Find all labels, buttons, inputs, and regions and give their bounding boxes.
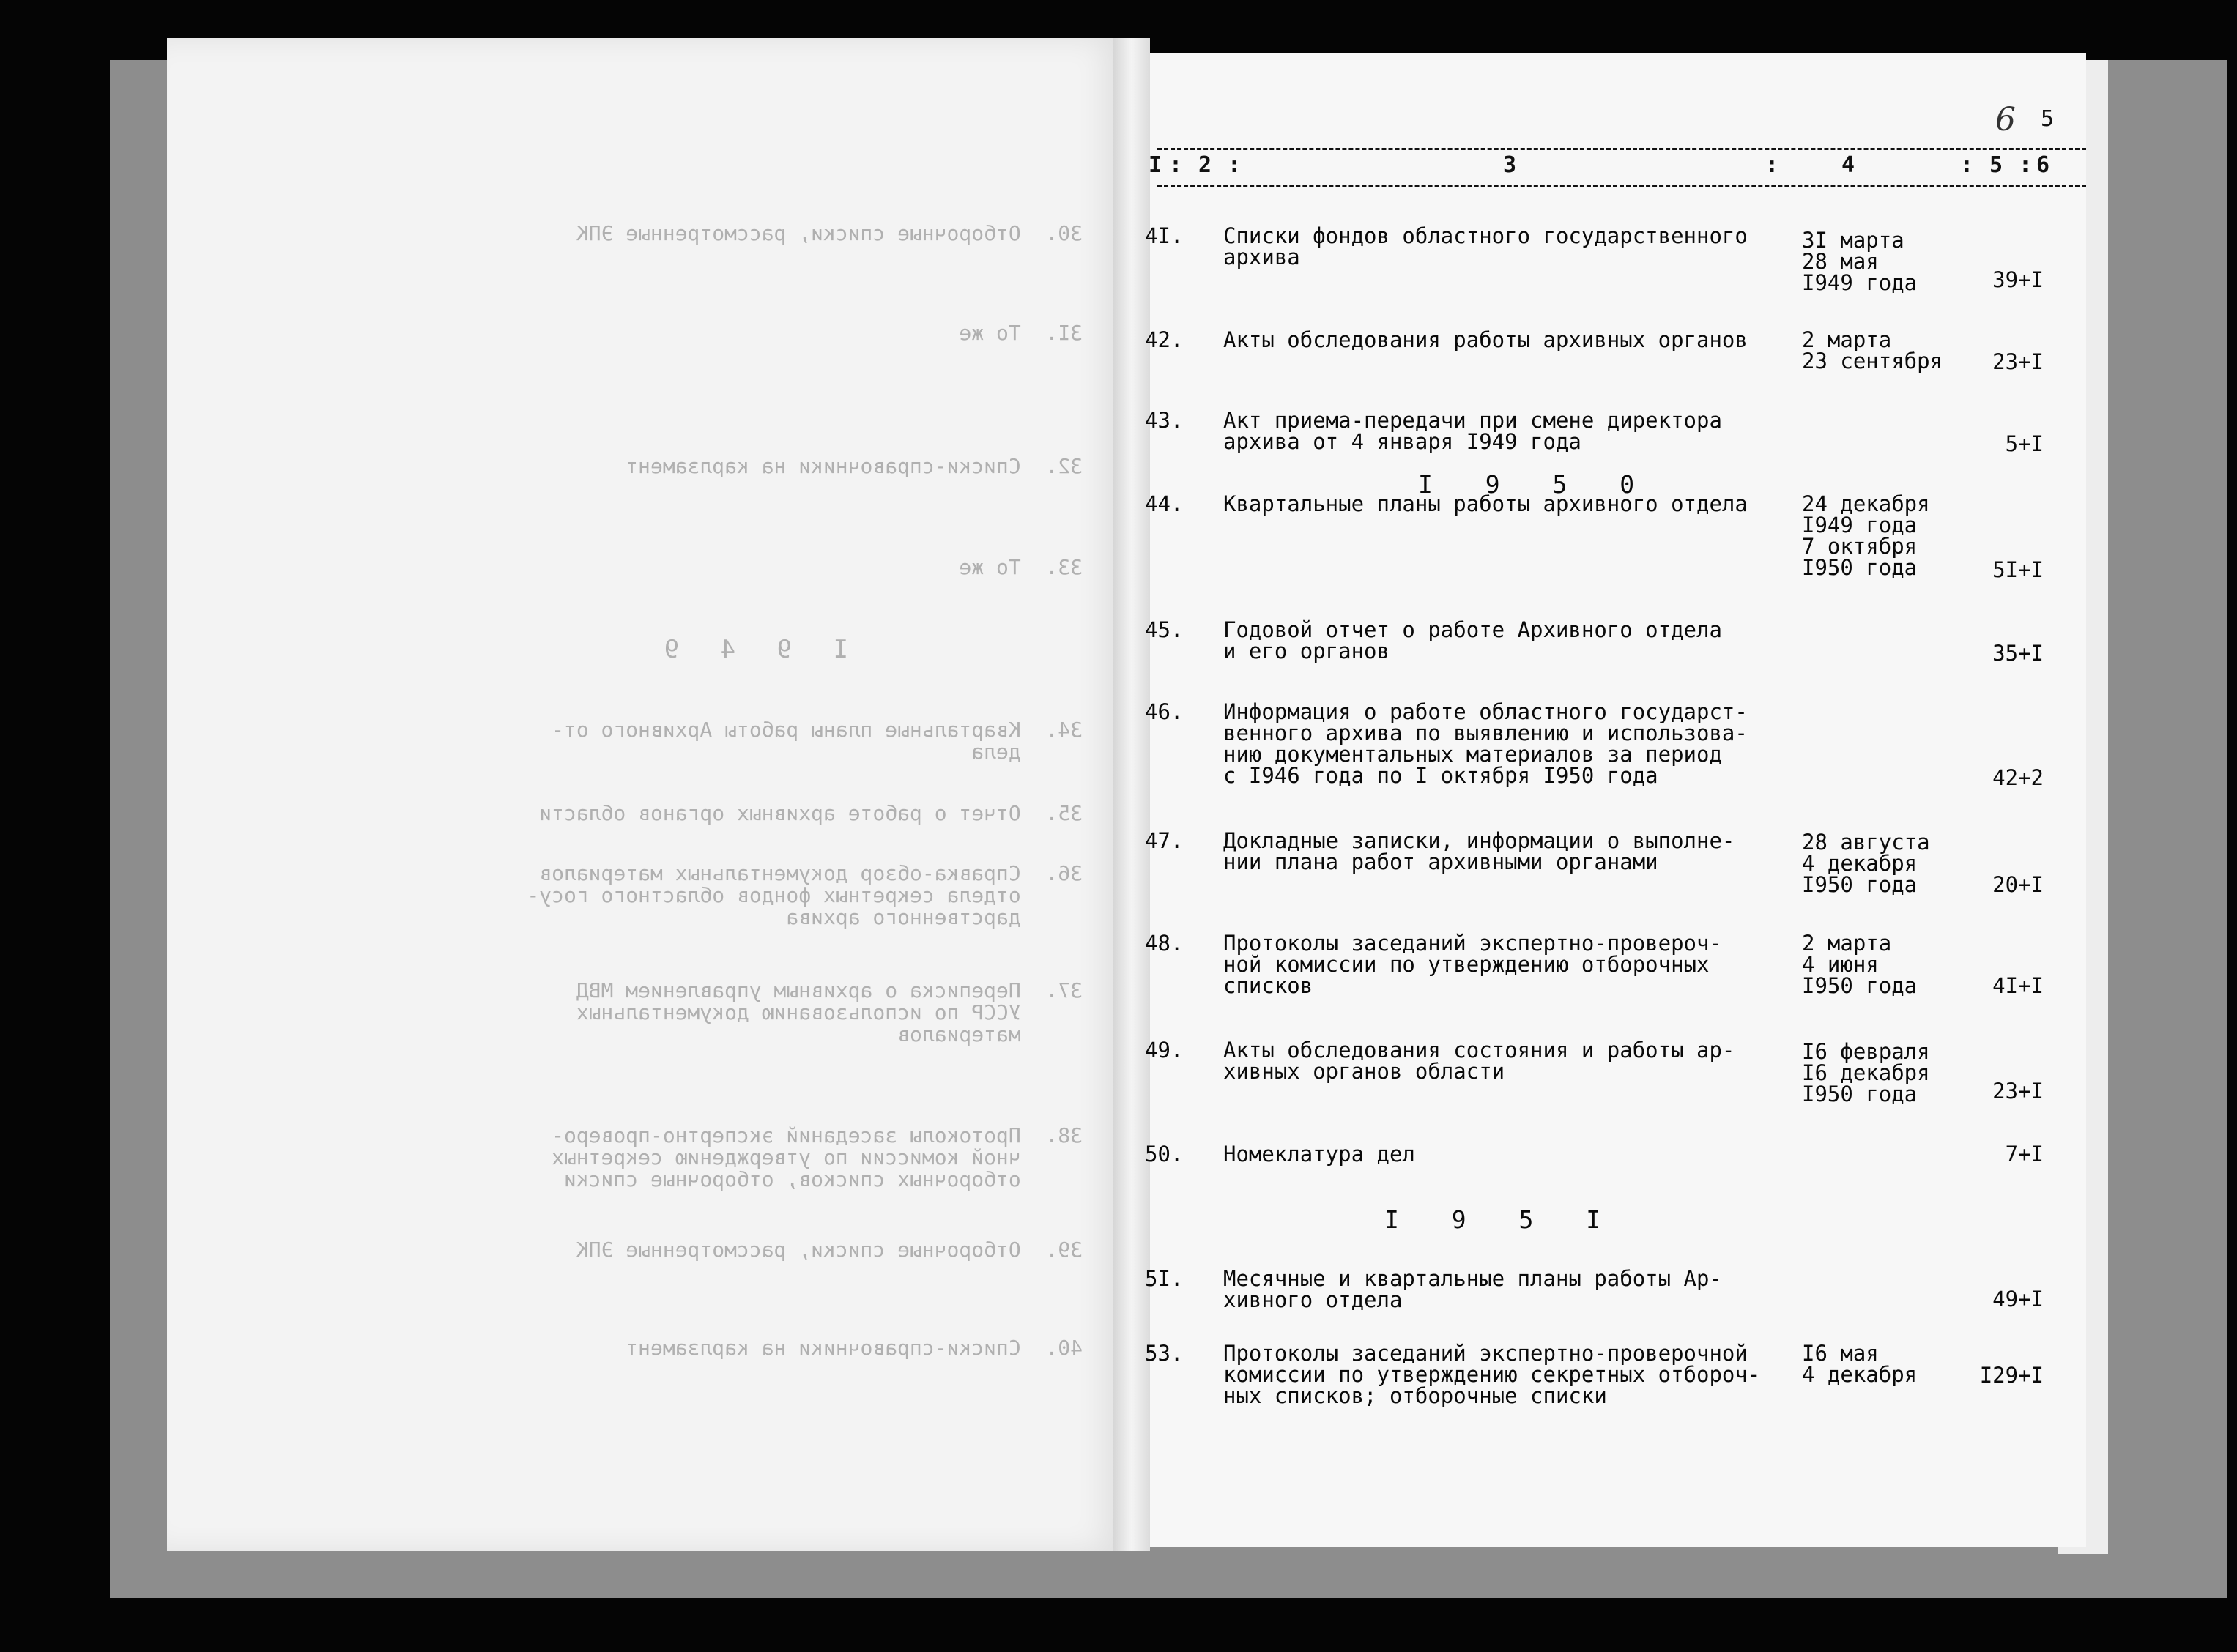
header-col-1: I (1149, 152, 1162, 178)
row-title: Номеклатура дел (1223, 1142, 1415, 1167)
ghost-line: 37. Переписка о архивным управлением МВД УССР по использованию документальных материалов (576, 978, 1083, 1046)
row-count: 5+I (2005, 431, 2044, 456)
row-count: I29+I (1979, 1363, 2044, 1388)
header-col-6: 6 (2036, 152, 2050, 178)
header-col-3: 3 (1503, 152, 1517, 178)
ghost-line: 34. Квартальные планы работы Архивного от- дела (552, 718, 1083, 764)
row-count: 42+2 (1992, 765, 2044, 790)
row-number: 42. (1145, 327, 1184, 352)
ghost-line: 32. Списки-справочники на карлзамент (626, 454, 1083, 478)
row-count: 39+I (1992, 267, 2044, 292)
row-title: Информация о работе областного государст- венного архива по выявлению и использова- нию документальных материалов за период с I946 года по I октября I950 года (1223, 699, 1748, 788)
row-title: Протоколы заседаний экспертно-провероч- ной комиссии по утверждению отборочных списков (1223, 931, 1722, 998)
ghost-line: 3I. То же (959, 321, 1083, 345)
row-title: Месячные и квартальные планы работы Ар- хивного отдела (1223, 1266, 1722, 1312)
handwritten-folio-number: 6 (1995, 101, 2016, 138)
row-dates: I6 февраля I6 декабря I950 года (1802, 1039, 1930, 1106)
row-count: 23+I (1992, 1079, 2044, 1104)
row-number: 45. (1145, 617, 1184, 642)
header-col-5: 5 (1989, 152, 2003, 178)
row-dates: I6 мая 4 декабря (1802, 1341, 1918, 1387)
row-number: 44. (1145, 491, 1184, 516)
row-title: Квартальные планы работы архивного отдела (1223, 491, 1748, 516)
header-col-2: 2 (1198, 152, 1212, 178)
header-col-4: 4 (1841, 152, 1855, 178)
row-count: 7+I (2005, 1142, 2044, 1167)
page-number: 5 (2041, 106, 2055, 132)
row-title: Протоколы заседаний экспертно-проверочной комиссии по утверждению секретных отбороч- ных списков; отборочные списки (1223, 1341, 1761, 1408)
row-title: Акт приема-передачи при смене директора архива от 4 января I949 года (1223, 408, 1722, 454)
row-count: 5I+I (1992, 557, 2044, 582)
row-number: 46. (1145, 699, 1184, 724)
row-number: 43. (1145, 408, 1184, 433)
header-sep: : (1960, 152, 1974, 178)
row-title: Годовой отчет о работе Архивного отдела и его органов (1223, 617, 1722, 663)
header-sep: : (2019, 152, 2033, 178)
ghost-year: I 9 4 9 (650, 635, 848, 664)
row-title: Акты обследования работы архивных органов (1223, 327, 1748, 352)
ghost-line: 40. Списки-справочники на карлзамент (626, 1336, 1083, 1360)
ghost-line: 35. Отчет о работе архивных органов области (539, 801, 1083, 825)
row-title: Списки фондов областного государственного архива (1223, 223, 1748, 269)
header-rule-top (1157, 148, 2086, 150)
row-dates: 2 марта 4 июня I950 года (1802, 931, 1918, 998)
left-page-bleed-through (167, 38, 1127, 1551)
row-dates: 3I марта 28 мая I949 года (1802, 228, 1918, 295)
row-dates: 2 марта 23 сентября (1802, 327, 1943, 373)
header-sep: : (1228, 152, 1242, 178)
ghost-line: 33. То же (959, 555, 1083, 579)
row-number: 47. (1145, 828, 1184, 853)
header-sep: : (1765, 152, 1779, 178)
row-count: 35+I (1992, 641, 2044, 666)
row-number: 5I. (1145, 1266, 1184, 1291)
year-heading: I 9 5 I (1384, 1205, 1620, 1234)
ghost-line: 39. Отборочные списки, рассмотренные ЭПК (576, 1238, 1083, 1262)
ghost-line: 38. Протоколы заседаний экспертно-проверо- чной комиссии по утверждению секретных отборочных списков, отборочные списки (552, 1123, 1083, 1191)
header-rule-bottom (1157, 185, 2086, 187)
row-number: 48. (1145, 931, 1184, 956)
row-number: 49. (1145, 1038, 1184, 1063)
row-dates: 28 августа 4 декабря I950 года (1802, 830, 1930, 897)
row-dates: 24 декабря I949 года 7 октября I950 года (1802, 491, 1930, 580)
row-number: 50. (1145, 1142, 1184, 1167)
row-number: 53. (1145, 1341, 1184, 1366)
row-number: 4I. (1145, 223, 1184, 248)
year-heading: I 9 5 0 (1418, 470, 1654, 499)
row-count: 4I+I (1992, 973, 2044, 998)
header-sep: : (1169, 152, 1183, 178)
row-count: 23+I (1992, 349, 2044, 374)
row-count: 20+I (1992, 872, 2044, 897)
row-count: 49+I (1992, 1287, 2044, 1311)
ghost-line: 30. Отборочные списки, рассмотренные ЭПК (576, 221, 1083, 245)
row-title: Акты обследования состояния и работы ар- хивных органов области (1223, 1038, 1735, 1084)
ghost-line: 36. Справка-обзор документальных материалов отдела секретных фондов областного госу- дарственного архива (527, 861, 1083, 929)
row-title: Докладные записки, информации о выполне- нии плана работ архивными органами (1223, 828, 1735, 874)
